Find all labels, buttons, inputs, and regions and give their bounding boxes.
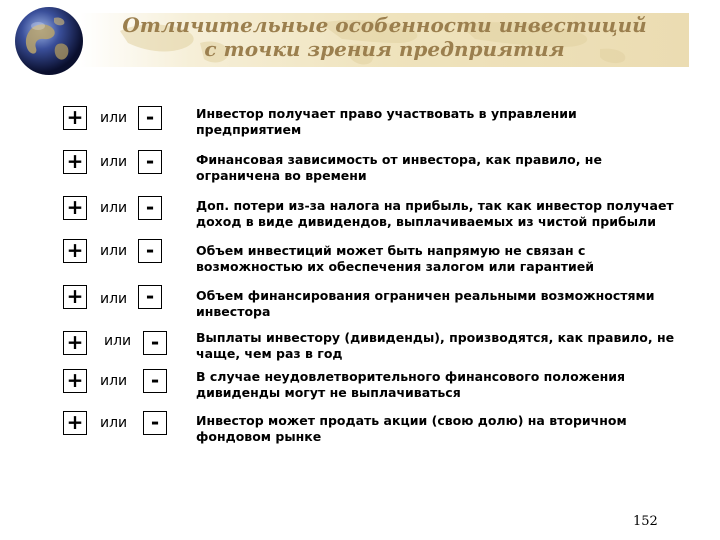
list-item [0, 196, 720, 236]
item-text: В случае неудовлетворительного финансового положения дивиденды могут не выплачиваться [196, 369, 625, 400]
title-line-1: Отличительные особенности инвестиций [122, 13, 647, 37]
minus-box: - [143, 369, 167, 393]
or-label: или [100, 373, 128, 389]
page-number: 152 [633, 514, 658, 529]
minus-box: - [138, 196, 162, 220]
list-item [0, 369, 720, 409]
plus-box: + [63, 285, 87, 309]
list-item [0, 285, 720, 325]
globe-icon [14, 6, 84, 76]
or-label: или [100, 110, 128, 126]
plus-box: + [63, 106, 87, 130]
list-item [0, 239, 720, 279]
item-text: Объем инвестиций может быть напрямую не связан с возможностью их обеспечения залогом или гарантией [196, 243, 594, 274]
minus-box: - [138, 150, 162, 174]
list-item [0, 329, 720, 369]
item-text: Инвестор получает право участвовать в управлении предприятием [196, 106, 577, 137]
list-item [0, 150, 720, 190]
page-title [80, 13, 689, 67]
or-label: или [100, 200, 128, 216]
item-text: Выплаты инвестору (дивиденды), производятся, как правило, не чаще, чем раз в год [196, 330, 675, 361]
item-text: Финансовая зависимость от инвестора, как правило, не ограничена во времени [196, 152, 602, 183]
list-item [0, 411, 720, 451]
plus-box: + [63, 369, 87, 393]
item-text: Доп. потери из-за налога на прибыль, так как инвестор получает доход в виде дивидендов, выплачиваемых из чистой прибыли [196, 198, 674, 229]
minus-box: - [138, 106, 162, 130]
plus-box: + [63, 150, 87, 174]
or-label: или [100, 243, 128, 259]
item-text: Инвестор может продать акции (свою долю) на вторичном фондовом рынке [196, 413, 627, 444]
minus-box: - [138, 239, 162, 263]
plus-box: + [63, 239, 87, 263]
or-label: или [104, 333, 132, 349]
minus-box: - [143, 331, 167, 355]
title-line-2: с точки зрения предприятия [204, 37, 565, 61]
item-text: Объем финансирования ограничен реальными возможностями инвестора [196, 288, 655, 319]
minus-box: - [143, 411, 167, 435]
plus-box: + [63, 331, 87, 355]
or-label: или [100, 154, 128, 170]
plus-box: + [63, 411, 87, 435]
or-label: или [100, 291, 128, 307]
plus-box: + [63, 196, 87, 220]
minus-box: - [138, 285, 162, 309]
or-label: или [100, 415, 128, 431]
list-item [0, 104, 720, 144]
